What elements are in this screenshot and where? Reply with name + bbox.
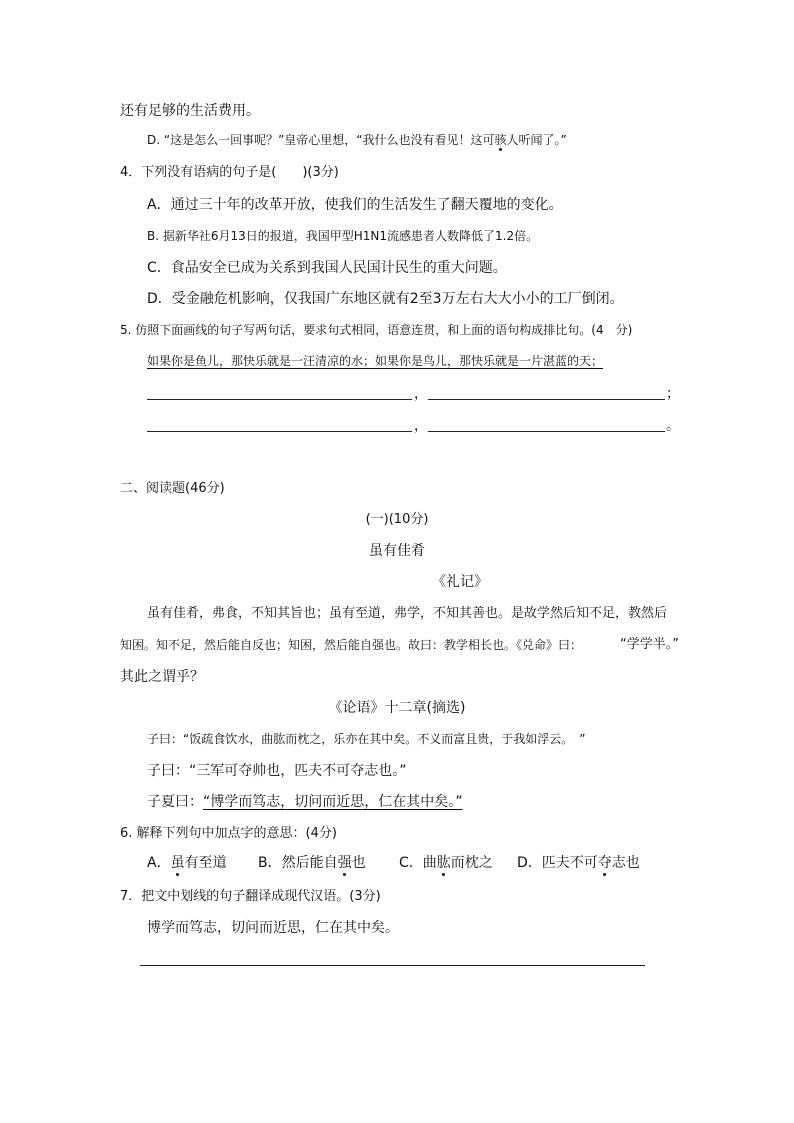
- q4-option-c: C．食品安全已成为关系到我国人民国计民生的重大问题。: [147, 260, 507, 276]
- q7-sentence: 博学而笃志，切问而近思，仁在其中矣。: [147, 920, 399, 936]
- passage-title: 虽有佳肴: [369, 543, 425, 559]
- passage-line: “学学半。”: [620, 637, 679, 652]
- q4-option-d: D．受金融危机影响，仅我国广东地区就有2至3万左右大大小小的工厂倒闭。: [147, 291, 624, 307]
- passage-title: 《论语》十二章(摘选): [328, 700, 466, 716]
- comma: ，: [414, 386, 428, 402]
- answer-blank[interactable]: [428, 399, 665, 400]
- passage-line: 子夏曰：“博学而笃志，切问而近思，仁在其中矣。”: [147, 794, 463, 810]
- q5-stem: 5. 仿照下面画线的句子写两句话，要求句式相同，语意连贯，和上面的语句构成排比句。(4 分): [120, 323, 633, 337]
- q7-stem: 7．把文中划线的句子翻译成现代汉语。(3分): [120, 889, 381, 904]
- part-title: (一)(10分): [365, 512, 429, 527]
- underlined-sentence: “博学而笃志，切问而近思，仁在其中矣。”: [203, 794, 463, 810]
- semicolon: ；: [666, 386, 680, 402]
- q4-stem: 4．下列没有语病的句子是( )(3分): [120, 165, 339, 180]
- q6-option-b: B．然后能自强也: [258, 855, 366, 871]
- period: 。: [666, 418, 680, 434]
- answer-blank[interactable]: [147, 399, 412, 400]
- q6-option-a: A．虽有至道: [147, 855, 227, 871]
- passage-source: 《礼记》: [432, 574, 488, 590]
- passage-line: 子曰：“饭疏食饮水，曲肱而枕之，乐亦在其中矣。不义而富且贵，于我如浮云。 ”: [147, 732, 586, 746]
- answer-blank[interactable]: [140, 965, 645, 966]
- passage-line: 虽有佳肴，弗食，不知其旨也；虽有至道，弗学，不知其善也。是故学然后知不足，教然后: [147, 606, 668, 621]
- passage-line: 子曰：“三军可夺帅也，匹夫不可夺志也。”: [147, 763, 407, 779]
- q3-option-d: D. “这是怎么一回事呢？”皇帝心里想，“我什么也没有看见！这可骇人听闻了。”: [147, 133, 567, 147]
- q4-option-b: B. 据新华社6月13日的报道，我国甲型H1N1流感患者人数降低了1.2倍。: [147, 229, 539, 243]
- passage-line: 其此之谓乎？: [120, 669, 204, 685]
- q4-option-a: A．通过三十年的改革开放，使我们的生活发生了翻天覆地的变化。: [147, 197, 563, 213]
- comma: ，: [414, 418, 428, 434]
- q6-option-d: D．匹夫不可夺志也: [517, 855, 640, 871]
- answer-blank[interactable]: [147, 431, 412, 432]
- q6-option-c: C．曲肱而枕之: [399, 855, 493, 871]
- q3-continuation: 还有足够的生活费用。: [120, 103, 260, 119]
- q6-stem: 6. 解释下列句中加点字的意思：(4分): [120, 826, 337, 841]
- q5-model-sentence: 如果你是鱼儿，那快乐就是一汪清凉的水；如果你是鸟儿，那快乐就是一片湛蓝的天；: [147, 354, 604, 368]
- passage-line: 知困。知不足，然后能自反也；知困，然后能自强也。故曰：教学相长也。《兑命》曰：: [120, 638, 583, 652]
- answer-blank[interactable]: [428, 431, 665, 432]
- section-title: 二、阅读题(46分): [120, 481, 225, 496]
